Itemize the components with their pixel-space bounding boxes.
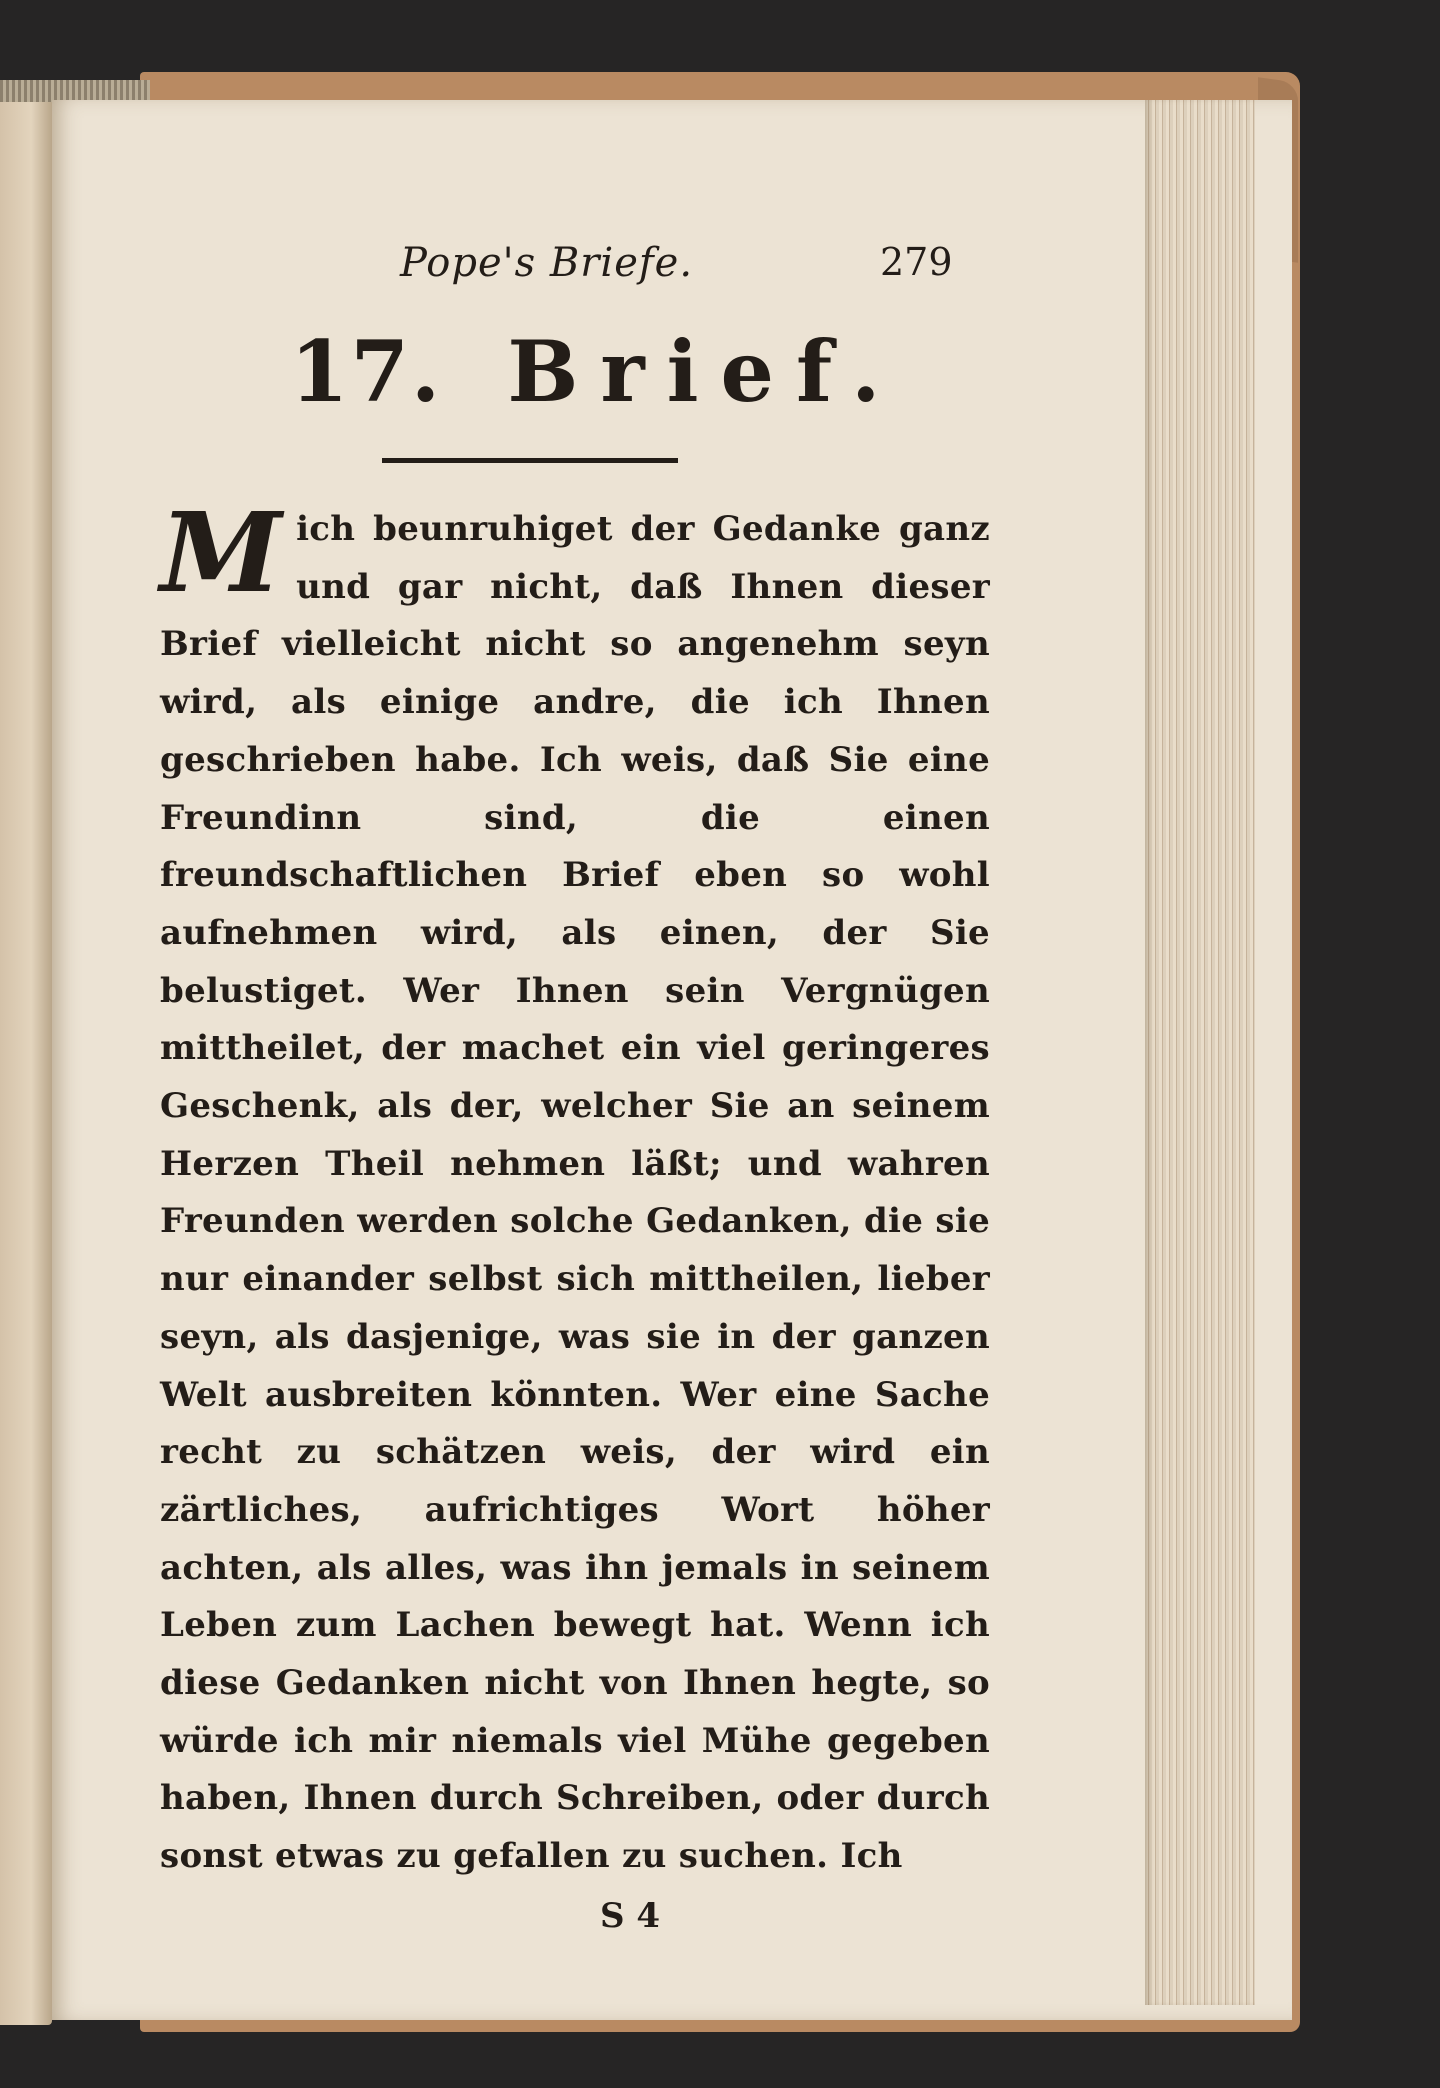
spine-binding [0, 80, 150, 102]
heading-number: 17. [290, 322, 443, 421]
page-number: 279 [880, 240, 953, 284]
letter-heading [160, 322, 990, 432]
running-head [160, 230, 990, 300]
page-text-block [160, 230, 990, 1936]
running-title: Pope's Briefe. [400, 240, 694, 286]
letter-body-text: ich beunruhiget der Gedanke ganz und gar nicht, daß Ihnen dieser Brief vielleicht nicht so angenehm seyn wird, als einige andre, die ich Ihnen geschrieben habe. Ich weis, daß Sie eine Freundinn sind, die einen freundschaftlichen Brief eben so wohl aufnehmen wird, als einen, der Sie belustiget. Wer Ihnen sein Vergnügen mittheilet, der machet ein viel geringeres Geschenk, als der, welcher Sie an seinem Herzen Theil nehmen läßt; und wahren Freunden werden solche Gedanken, die sie nur einander selbst sich mittheilen, lieber seyn, als dasjenige, was sie in der ganzen Welt ausbreiten könnten. Wer eine Sache recht zu schätzen weis, der wird ein zärtliches, aufrichtiges Wort höher achten, als alles, was ihn jemals in seinem Leben zum Lachen bewegt hat. Wenn ich diese Gedanken nicht von Ihnen hegte, so würde ich mir niemals viel Mühe gegeben haben, Ihnen durch Schreiben, oder durch sonst etwas zu gefallen zu suchen. Ich [160, 509, 990, 1877]
facing-page-edge [0, 95, 52, 2025]
page-stack-edges [1145, 100, 1255, 2005]
heading-word: Brief. [507, 322, 903, 421]
letter-body [160, 488, 990, 1886]
signature-mark: S 4 [600, 1895, 661, 1936]
heading-rule [382, 458, 678, 463]
drop-cap: M [160, 488, 283, 617]
